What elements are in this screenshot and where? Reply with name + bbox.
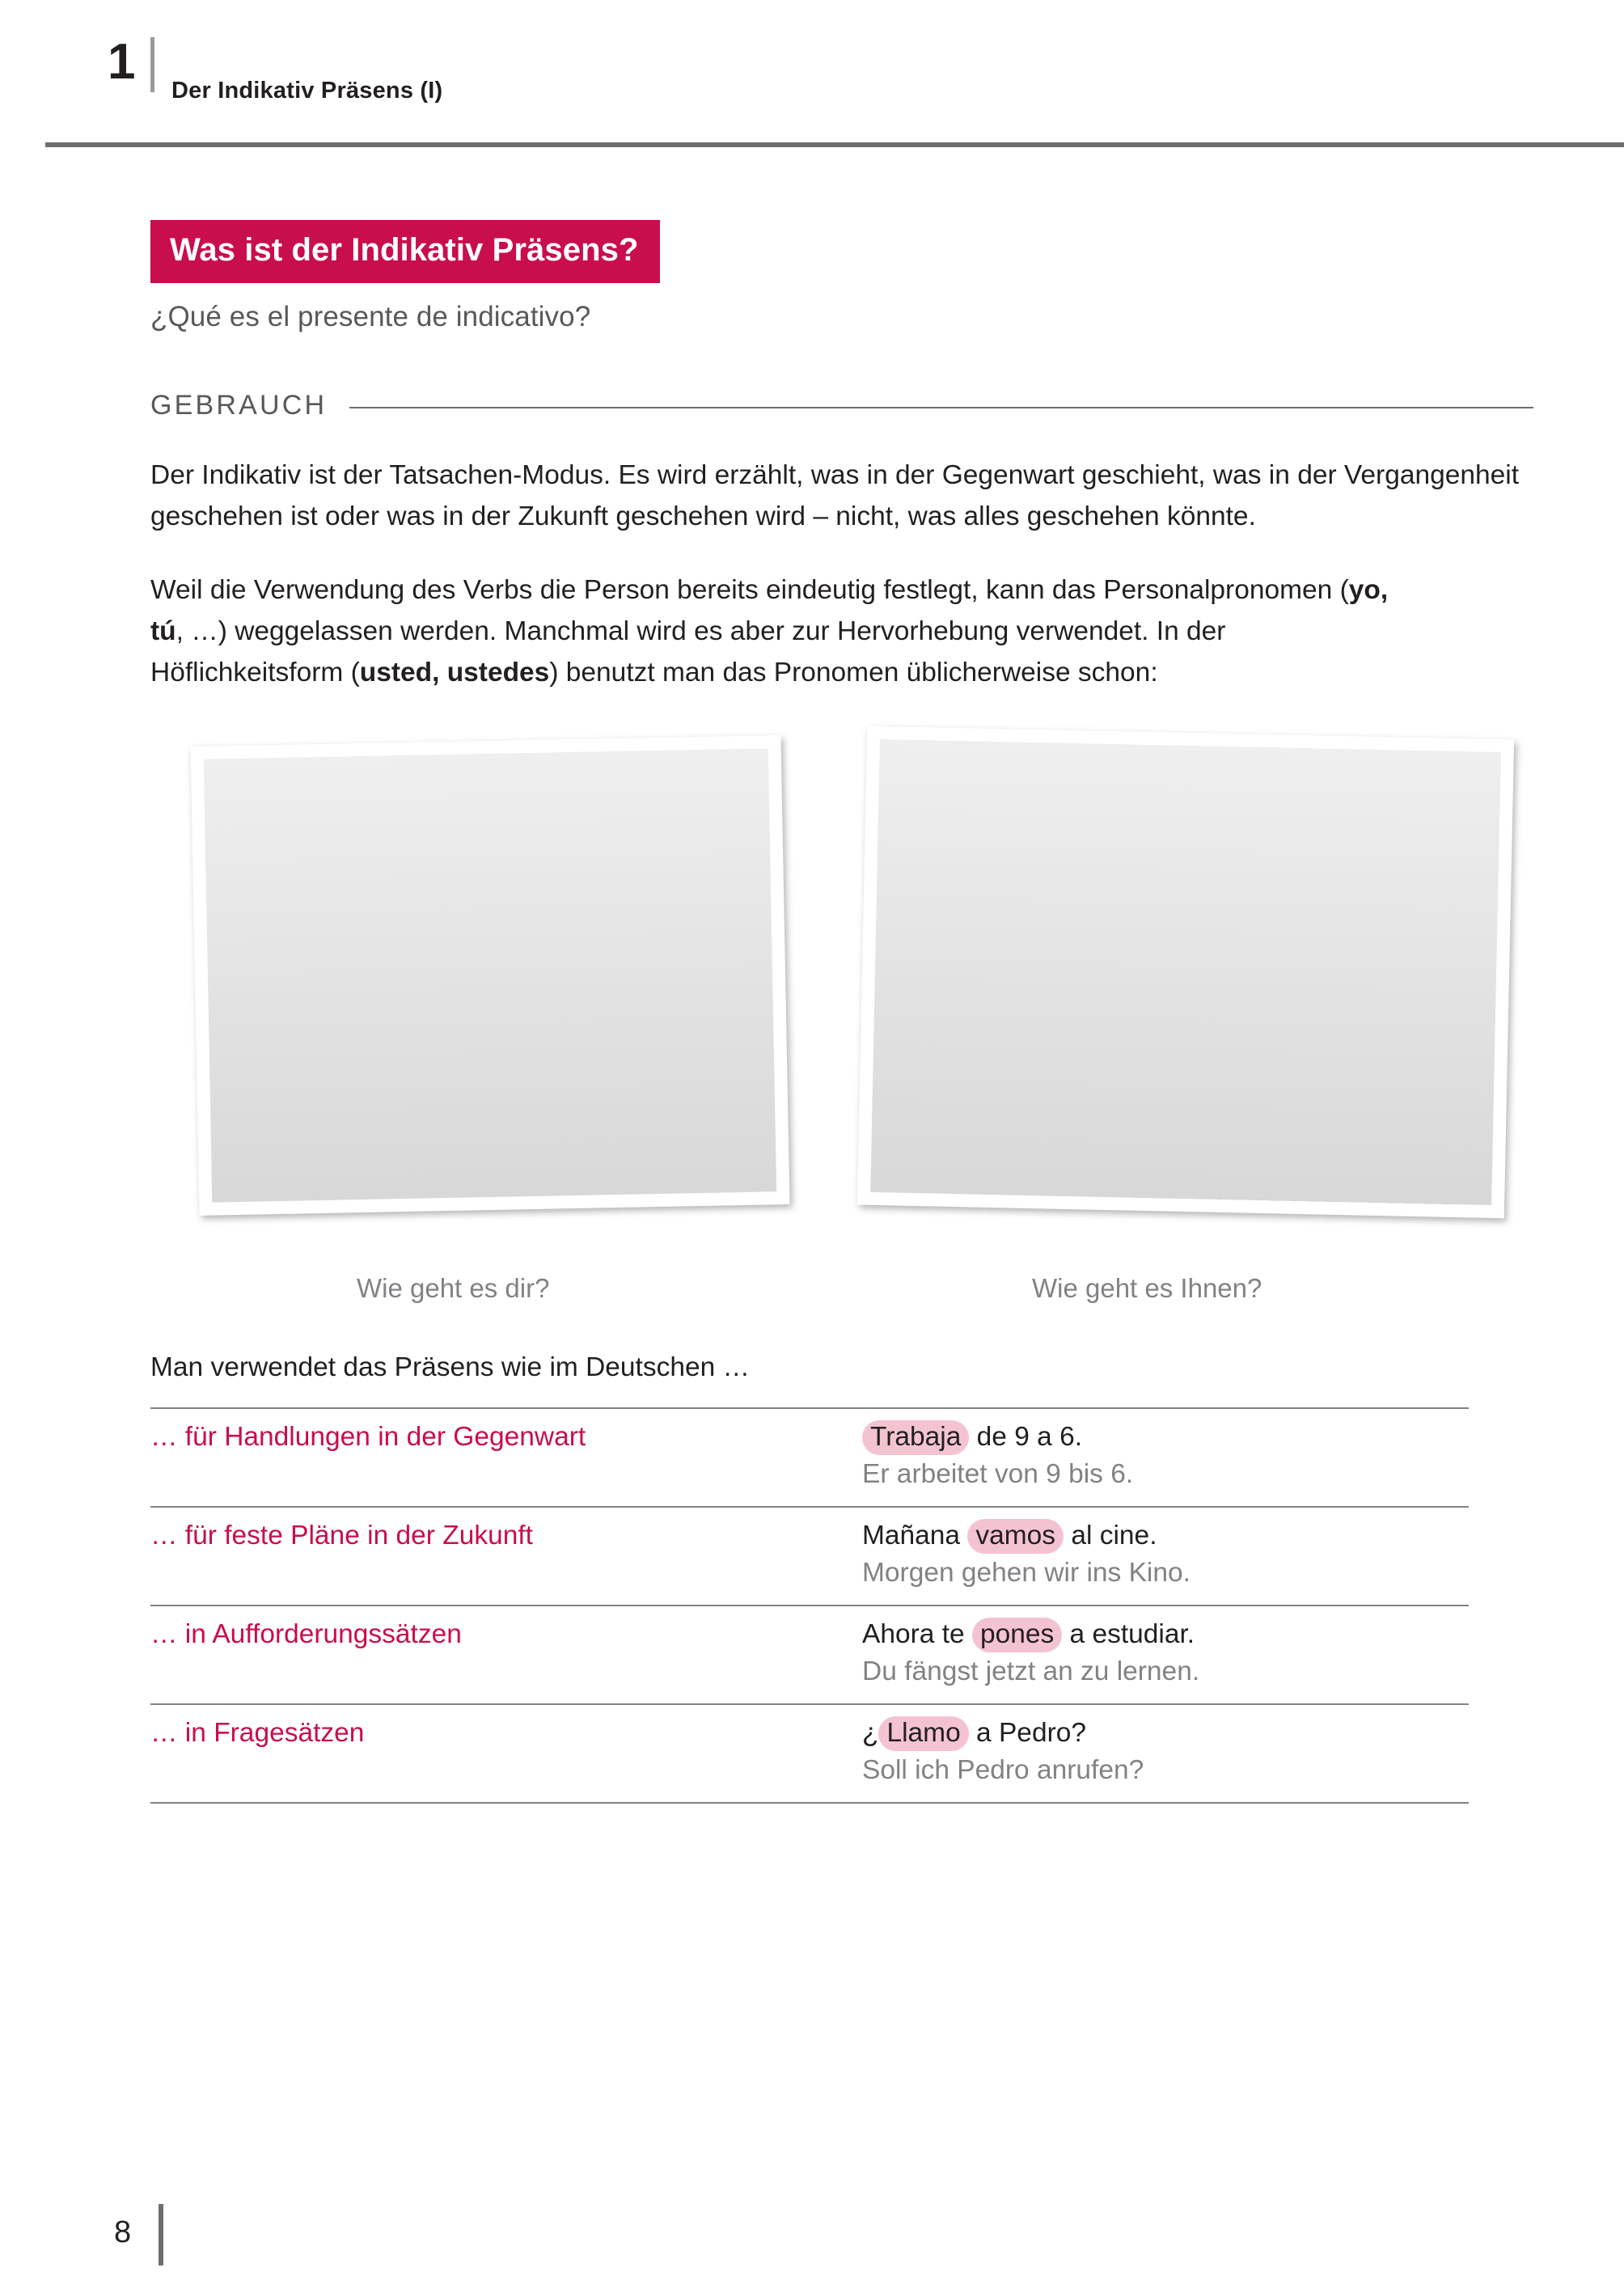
- usage-table: [150, 1407, 1469, 1804]
- paragraph-2-bold-formal: usted, ustedes: [359, 657, 550, 687]
- paragraph-2-bold-pronouns: yo, tú: [150, 574, 1389, 646]
- usage-label: … in Aufforderungssätzen: [150, 1606, 862, 1704]
- usage-example-es: [862, 1521, 1469, 1551]
- usage-example: [862, 1606, 1469, 1704]
- usage-example-es-post: al cine.: [1064, 1520, 1157, 1551]
- usage-example-es-post: de 9 a 6.: [969, 1421, 1083, 1452]
- usage-heading-rule: [349, 407, 1533, 408]
- photo-captions: [150, 1273, 1533, 1322]
- content-column: [150, 220, 1533, 1804]
- usage-label: … für feste Pläne in der Zukunft: [150, 1507, 862, 1606]
- usage-example-highlight: pones: [972, 1618, 1062, 1652]
- chapter-number: 1: [108, 34, 136, 90]
- usage-example-de: Er arbeitet von 9 bis 6.: [862, 1458, 1134, 1489]
- usage-example-highlight: vamos: [967, 1519, 1064, 1554]
- header-divider-vertical: [150, 37, 154, 92]
- usage-example-es-post: a estudiar.: [1062, 1618, 1195, 1649]
- photo-caption-informal: Wie geht es dir?: [357, 1272, 550, 1303]
- table-row: [150, 1507, 1469, 1606]
- usage-heading-label: GEBRAUCH: [150, 390, 328, 421]
- section-banner-title: Was ist der Indikativ Präsens?: [150, 220, 660, 283]
- page-footer: [0, 2180, 1624, 2293]
- paragraph-2-part2: , …) weggelassen werden. Manchmal wird es aber zur Hervorhebung verwendet. In der Höflichkeitsform (: [150, 616, 1226, 687]
- table-row: [150, 1704, 1469, 1803]
- paragraph-2-part1: Weil die Verwendung des Verbs die Person bereits eindeutig festlegt, kann das Personalpronomen (: [150, 574, 1349, 605]
- photo-informal: [204, 748, 776, 1202]
- page-title: Der Indikativ Präsens (I): [171, 78, 443, 104]
- usage-label: … in Fragesätzen: [150, 1704, 862, 1803]
- photo-frame-formal: [857, 726, 1514, 1218]
- usage-example-es-pre: ¿: [862, 1717, 879, 1748]
- photo-caption-formal: Wie geht es Ihnen?: [1032, 1272, 1262, 1303]
- usage-example-es-pre: Mañana: [862, 1520, 968, 1551]
- usage-example-de: Du fängst jetzt an zu lernen.: [862, 1656, 1200, 1686]
- usage-example-es: [862, 1718, 1469, 1749]
- table-row: [150, 1408, 1469, 1507]
- usage-example-de: Soll ich Pedro anrufen?: [862, 1754, 1144, 1785]
- photo-frame-informal: [191, 735, 790, 1216]
- usage-example-de: Morgen gehen wir ins Kino.: [862, 1557, 1191, 1588]
- usage-example-highlight: Llamo: [878, 1716, 968, 1751]
- table-row: [150, 1606, 1469, 1704]
- usage-heading-row: [150, 390, 1533, 421]
- paragraph-2-part3: ) benutzt man das Pronomen üblicherweise schon:: [549, 657, 1158, 687]
- usage-example-es-pre: Ahora te: [862, 1618, 972, 1649]
- usage-label: … für Handlungen in der Gegenwart: [150, 1408, 862, 1507]
- usage-example-highlight: Trabaja: [862, 1420, 969, 1455]
- photo-row: [150, 733, 1533, 1259]
- paragraph-1: Der Indikativ ist der Tatsachen-Modus. Es wird erzählt, was in der Gegenwart geschieht, was in der Vergangenheit geschehen ist oder was in der Zukunft geschehen wird – nicht, was alles geschehen könnte.: [150, 460, 1519, 531]
- usage-example: [862, 1704, 1469, 1803]
- usage-example-es: [862, 1422, 1469, 1453]
- usage-example: [862, 1507, 1469, 1606]
- usage-example: [862, 1408, 1469, 1507]
- page-number: 8: [114, 2215, 132, 2249]
- paragraph-2: [150, 570, 1420, 694]
- usage-example-es-post: a Pedro?: [968, 1717, 1086, 1748]
- photo-formal: [870, 739, 1501, 1205]
- section-banner-subtitle: ¿Qué es el presente de indicativo?: [150, 301, 591, 332]
- header-rule: [45, 142, 1624, 147]
- page-header: [0, 0, 1624, 144]
- footer-divider-vertical: [159, 2204, 163, 2266]
- usage-intro-text: Man verwendet das Präsens wie im Deutschen …: [150, 1352, 751, 1382]
- usage-example-es: [862, 1619, 1469, 1650]
